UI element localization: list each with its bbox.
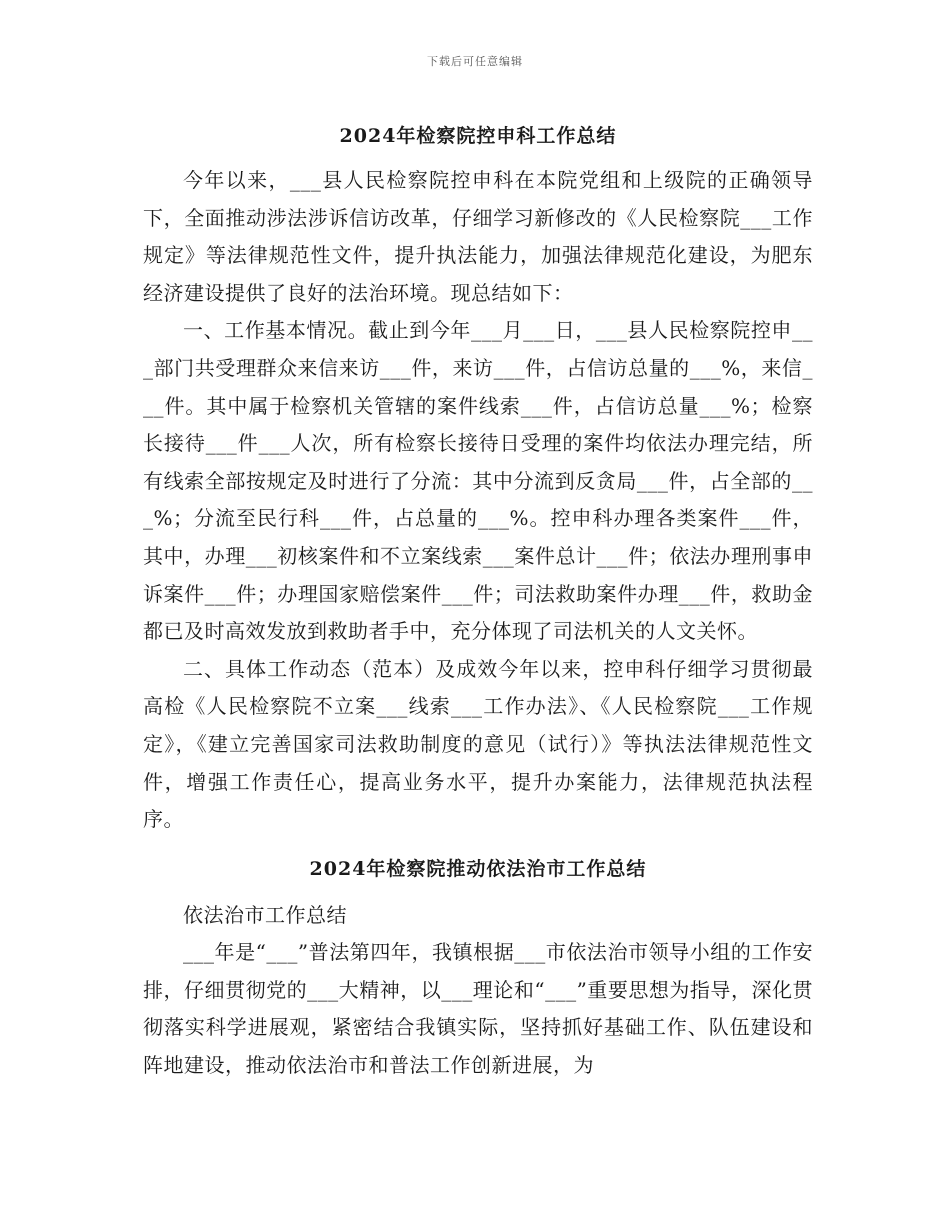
document-body	[143, 120, 813, 1085]
paragraph-intro: 今年以来，___县人民检察院控申科在本院党组和上级院的正确领导下，全面推动涉法涉诉信访改革，仔细学习新修改的《人民检察院___工作规定》等法律规范性文件，提升执法能力，加强法律规范化建设，为肥东经济建设提供了良好的法治环境。现总结如下：	[143, 168, 813, 305]
paragraph-subheading: 依法治市工作总结	[183, 902, 347, 927]
document-title-1: 2024年检察院控申科工作总结	[339, 125, 617, 147]
paragraph-rule-of-law: ___年是“___”普法第四年，我镇根据___市依法治市领导小组的工作安排，仔细贯彻党的___大精神，以___理论和“___”重要思想为指导，深化贯彻落实科学进展观，紧密结合我镇实际，坚持抓好基础工作、队伍建设和阵地建设，推动依法治市和普法工作创新进展，为	[143, 940, 813, 1078]
document-title-2: 2024年检察院推动依法治市工作总结	[309, 857, 647, 880]
paragraph-work-overview: 一、工作基本情况。截止到今年___月___日，___县人民检察院控申___部门共受理群众来信来访___件，来访___件，占信访总量的___%，来信___件。其中属于检察机关管辖的案件线索___件，占信访总量___%；检察长接待___件___人次，所有检察长接待日受理的案件均依法办理完结，所有线索全部按规定及时进行了分流：其中分流到反贪局___件，占全部的___%；分流至民行科___件，占总量的___%。控申科办理各类案件___件，其中，办理___初核案件和不立案线索___案件总计___件；依法办理刑事申诉案件___件；办理国家赔偿案件___件；司法救助案件办理___件，救助金都已及时高效发放到救助者手中，充分体现了司法机关的人文关怀。	[143, 318, 813, 644]
paragraph-work-dynamics: 二、具体工作动态（范本）及成效今年以来，控申科仔细学习贯彻最高检《人民检察院不立案___线索___工作办法》、《人民检察院___工作规定》，《建立完善国家司法救助制度的意见（试行）》等执法法律规范性文件，增强工作责任心，提高业务水平，提升办案能力，法律规范执法程序。	[143, 656, 813, 832]
page-header-note: 下载后可任意编辑	[427, 55, 523, 68]
